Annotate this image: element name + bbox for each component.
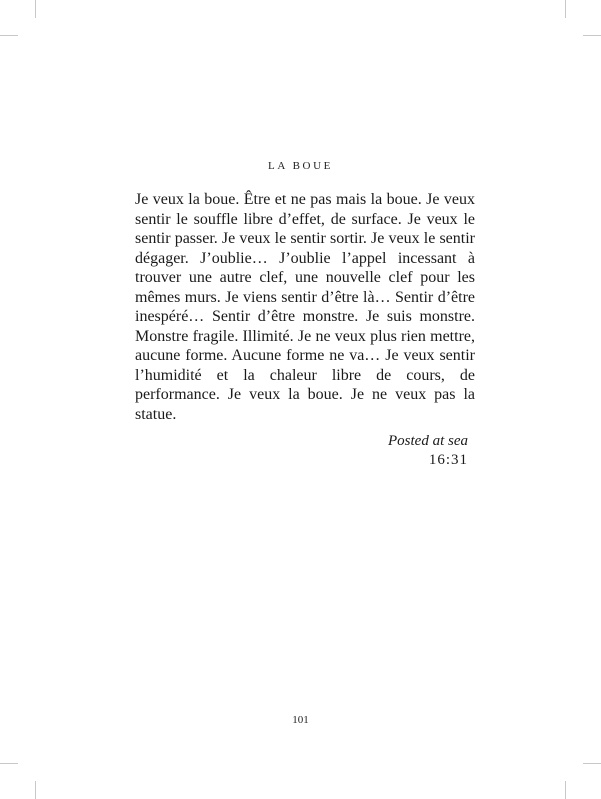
crop-mark-left-bottom (0, 763, 18, 764)
running-title: LA BOUE (268, 160, 333, 172)
crop-mark-bottom-left (35, 781, 36, 799)
crop-mark-right-top (583, 35, 601, 36)
crop-mark-bottom-right (565, 781, 566, 799)
signoff (135, 432, 468, 470)
crop-mark-top-left (35, 0, 36, 18)
body-paragraph: Je veux la boue. Être et ne pas mais la boue. Je veux sentir le souffle libre d’effet, de surface. Je veux le sentir passer. Je veux le sentir sortir. Je veux le sentir dégager. J’oublie… J’oublie l’appel incessant à trouver une autre clef, une nouvelle clef pour les mêmes murs. Je viens sentir d’être là… Sentir d’être inespéré… Sentir d’être monstre. Je suis monstre. Monstre fragile. Illimité. Je ne veux plus rien mettre, aucune forme. Aucune forme ne va… Je veux sentir l’humidité et la chaleur libre de cours, de performance. Je veux la boue. Je ne veux pas la statue. (135, 191, 475, 423)
crop-mark-right-bottom (583, 763, 601, 764)
crop-mark-top-right (565, 0, 566, 18)
crop-mark-left-top (0, 35, 18, 36)
page-number: 101 (292, 714, 309, 726)
post-time: 16:31 (428, 452, 468, 468)
posted-at: Posted at sea (388, 433, 468, 449)
